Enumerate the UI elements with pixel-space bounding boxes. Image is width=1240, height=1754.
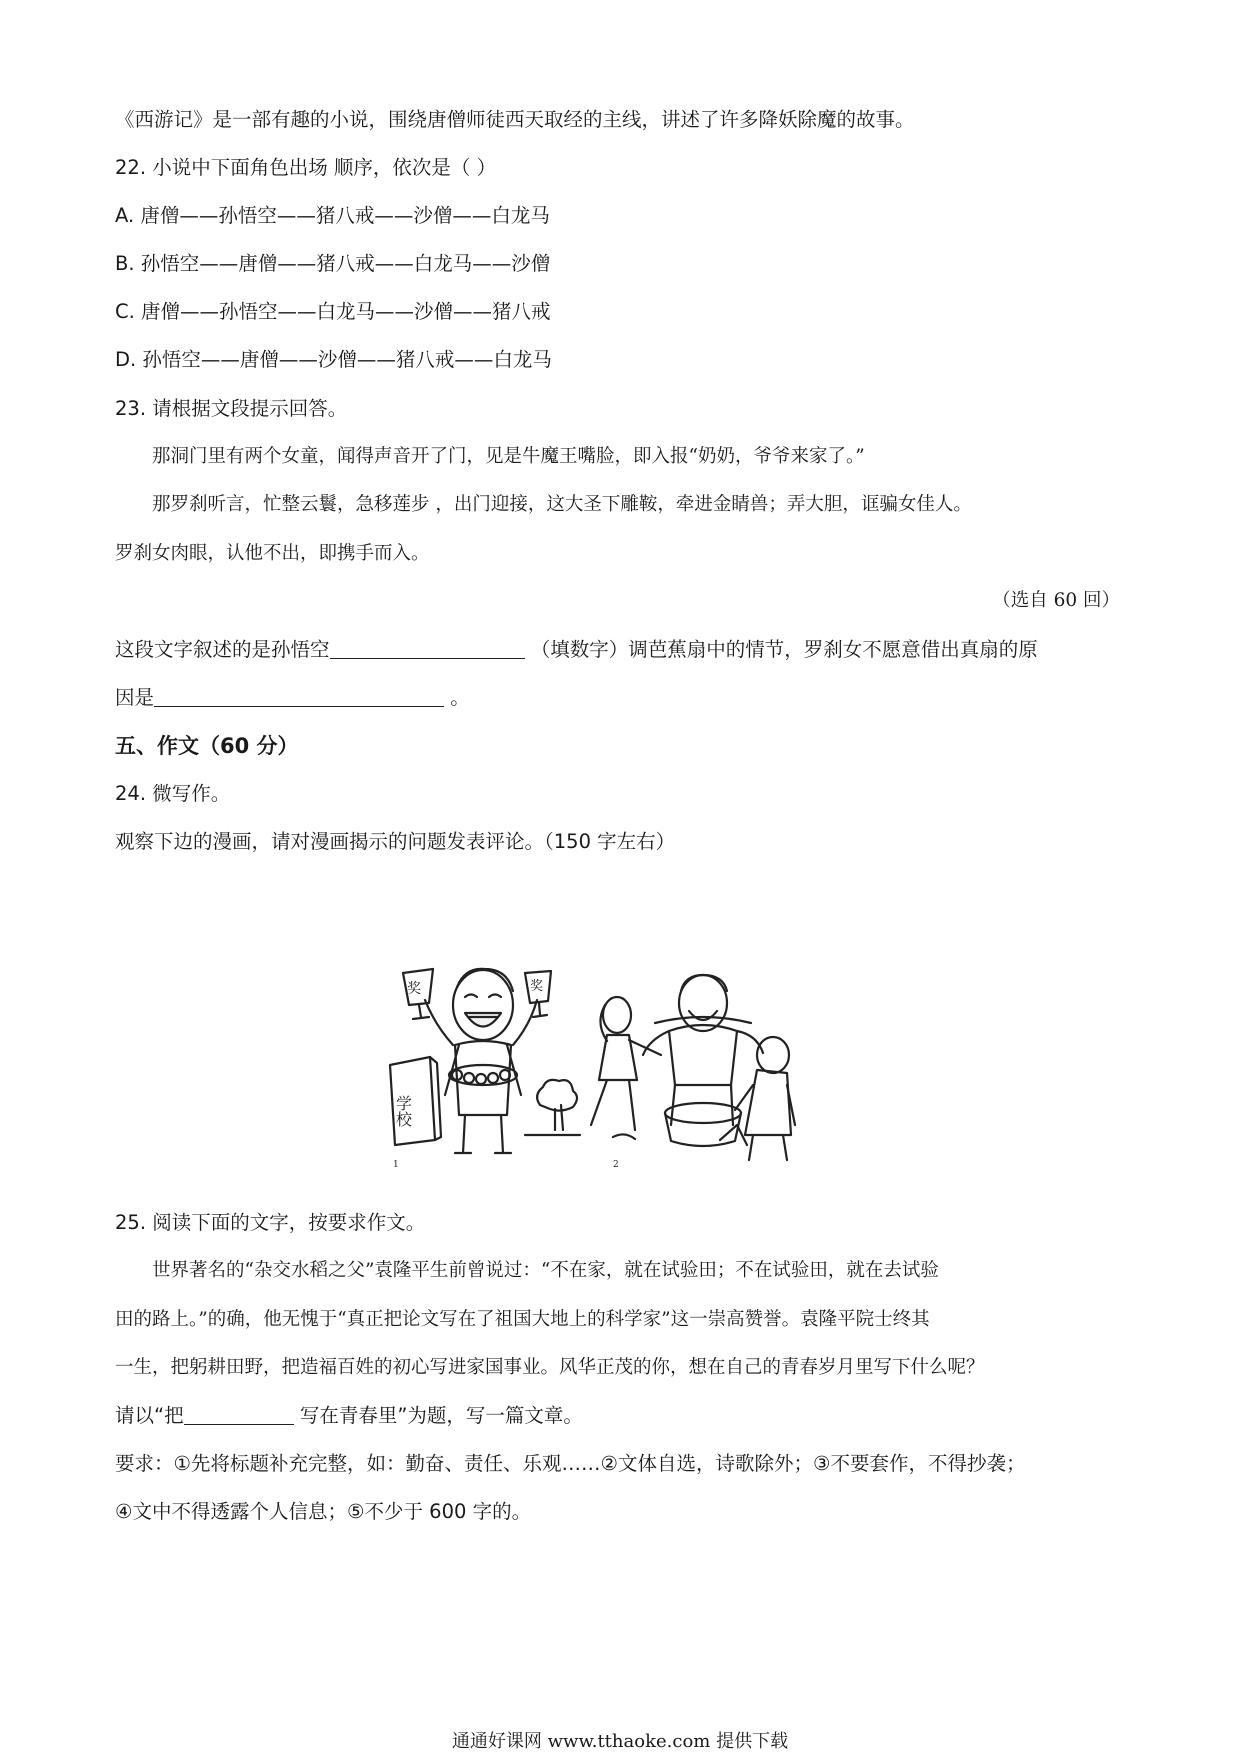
title-blank[interactable]	[184, 1404, 294, 1425]
intro-text: 《西游记》是一部有趣的小说，围绕唐僧师徒西天取经的主线，讲述了许多降妖除魔的故事。	[115, 108, 915, 131]
q23-answer-line-2	[115, 685, 470, 711]
footer-text: 通通好课网 www.tthaoke.com 提供下载	[451, 1731, 789, 1752]
q24-instruction: 观察下边的漫画，请对漫画揭示的问题发表评论。（150 字左右）	[115, 830, 676, 853]
cup-label-right: 奖	[530, 979, 544, 994]
q25-topic-line	[115, 1403, 583, 1429]
q23-answer-text: （填数字）调芭蕉扇中的情节，罗刹女不愿意借出真扇的原	[530, 638, 1038, 661]
tree-icon	[525, 1080, 580, 1135]
old-man-figure	[735, 1037, 795, 1160]
section-5-title: 五、作文（60 分）	[115, 734, 299, 758]
q22-option-c: C. 唐僧——孙悟空——白龙马——沙僧——猪八戒	[115, 300, 551, 323]
q23-passage-line: 那洞门里有两个女童，闻得声音开了门，见是牛魔王嘴脸，即入报“奶奶，爷爷来家了。”	[152, 446, 865, 467]
q22-stem: 22. 小说中下面角色出场 顺序，依次是（ ）	[115, 156, 497, 179]
cartoon-image	[385, 945, 855, 1170]
man-figure-1	[425, 969, 537, 1153]
q25-passage-line: 一生，把躬耕田野，把造福百姓的初心写进家国事业。风华正茂的你，想在自己的青春岁月里写下什么呢？	[115, 1357, 985, 1378]
cup-label-left: 奖	[407, 981, 421, 997]
q25-stem: 25. 阅读下面的文字，按要求作文。	[115, 1211, 426, 1234]
q23-answer-text: 这段文字叙述的是孙悟空	[115, 638, 330, 661]
q22-option-a: A. 唐僧——孙悟空——猪八戒——沙僧——白龙马	[115, 204, 550, 227]
wash-basin	[665, 1103, 741, 1146]
panel-number-1: 1	[393, 1160, 399, 1170]
q25-topic-text: 请以“把	[115, 1404, 184, 1427]
woman-figure	[591, 997, 661, 1130]
q25-topic-text: 写在青春里”为题，写一篇文章。	[299, 1404, 583, 1427]
panel-number-2: 2	[613, 1160, 619, 1170]
q24-stem: 24. 微写作。	[115, 782, 231, 805]
q23-answer-text: 因是	[115, 686, 155, 709]
trophy-cup-right	[525, 971, 551, 1017]
q25-requirements-2: ④文中不得透露个人信息；⑤不少于 600 字的。	[115, 1500, 532, 1523]
q23-stem: 23. 请根据文段提示回答。	[115, 397, 348, 420]
q23-source: （选自 60 回）	[992, 590, 1120, 611]
q23-passage-line: 那罗刹听言，忙整云鬟，急移莲步 ，出门迎接，这大圣下雕鞍，牵进金睛兽；弄大胆，诓骗女佳人。	[152, 494, 972, 515]
q23-answer-text: 。	[450, 686, 470, 709]
q22-option-d: D. 孙悟空——唐僧——沙僧——猪八戒——白龙马	[115, 348, 552, 371]
answer-blank[interactable]	[330, 638, 525, 659]
slipper	[613, 1134, 635, 1139]
q22-option-b: B. 孙悟空——唐僧——猪八戒——白龙马——沙僧	[115, 252, 551, 275]
school-sign: 学校	[393, 1095, 413, 1127]
q23-passage-line: 罗刹女肉眼，认他不出，即携手而入。	[115, 543, 430, 564]
q23-answer-line-1	[115, 637, 1038, 663]
answer-blank[interactable]	[154, 686, 444, 707]
q25-requirements-1: 要求：①先将标题补充完整，如：勤奋、责任、乐观……②文体自选，诗歌除外；③不要套作，不得抄袭；	[115, 1452, 1026, 1475]
q25-passage-line: 田的路上。”的确，他无愧于“真正把论文写在了祖国大地上的科学家”这一崇高赞誉。袁隆平院士终其	[115, 1309, 930, 1330]
q25-passage-line: 世界著名的“杂交水稻之父”袁隆平生前曾说过：“不在家，就在试验田；不在试验田，就在去试验	[152, 1260, 939, 1281]
